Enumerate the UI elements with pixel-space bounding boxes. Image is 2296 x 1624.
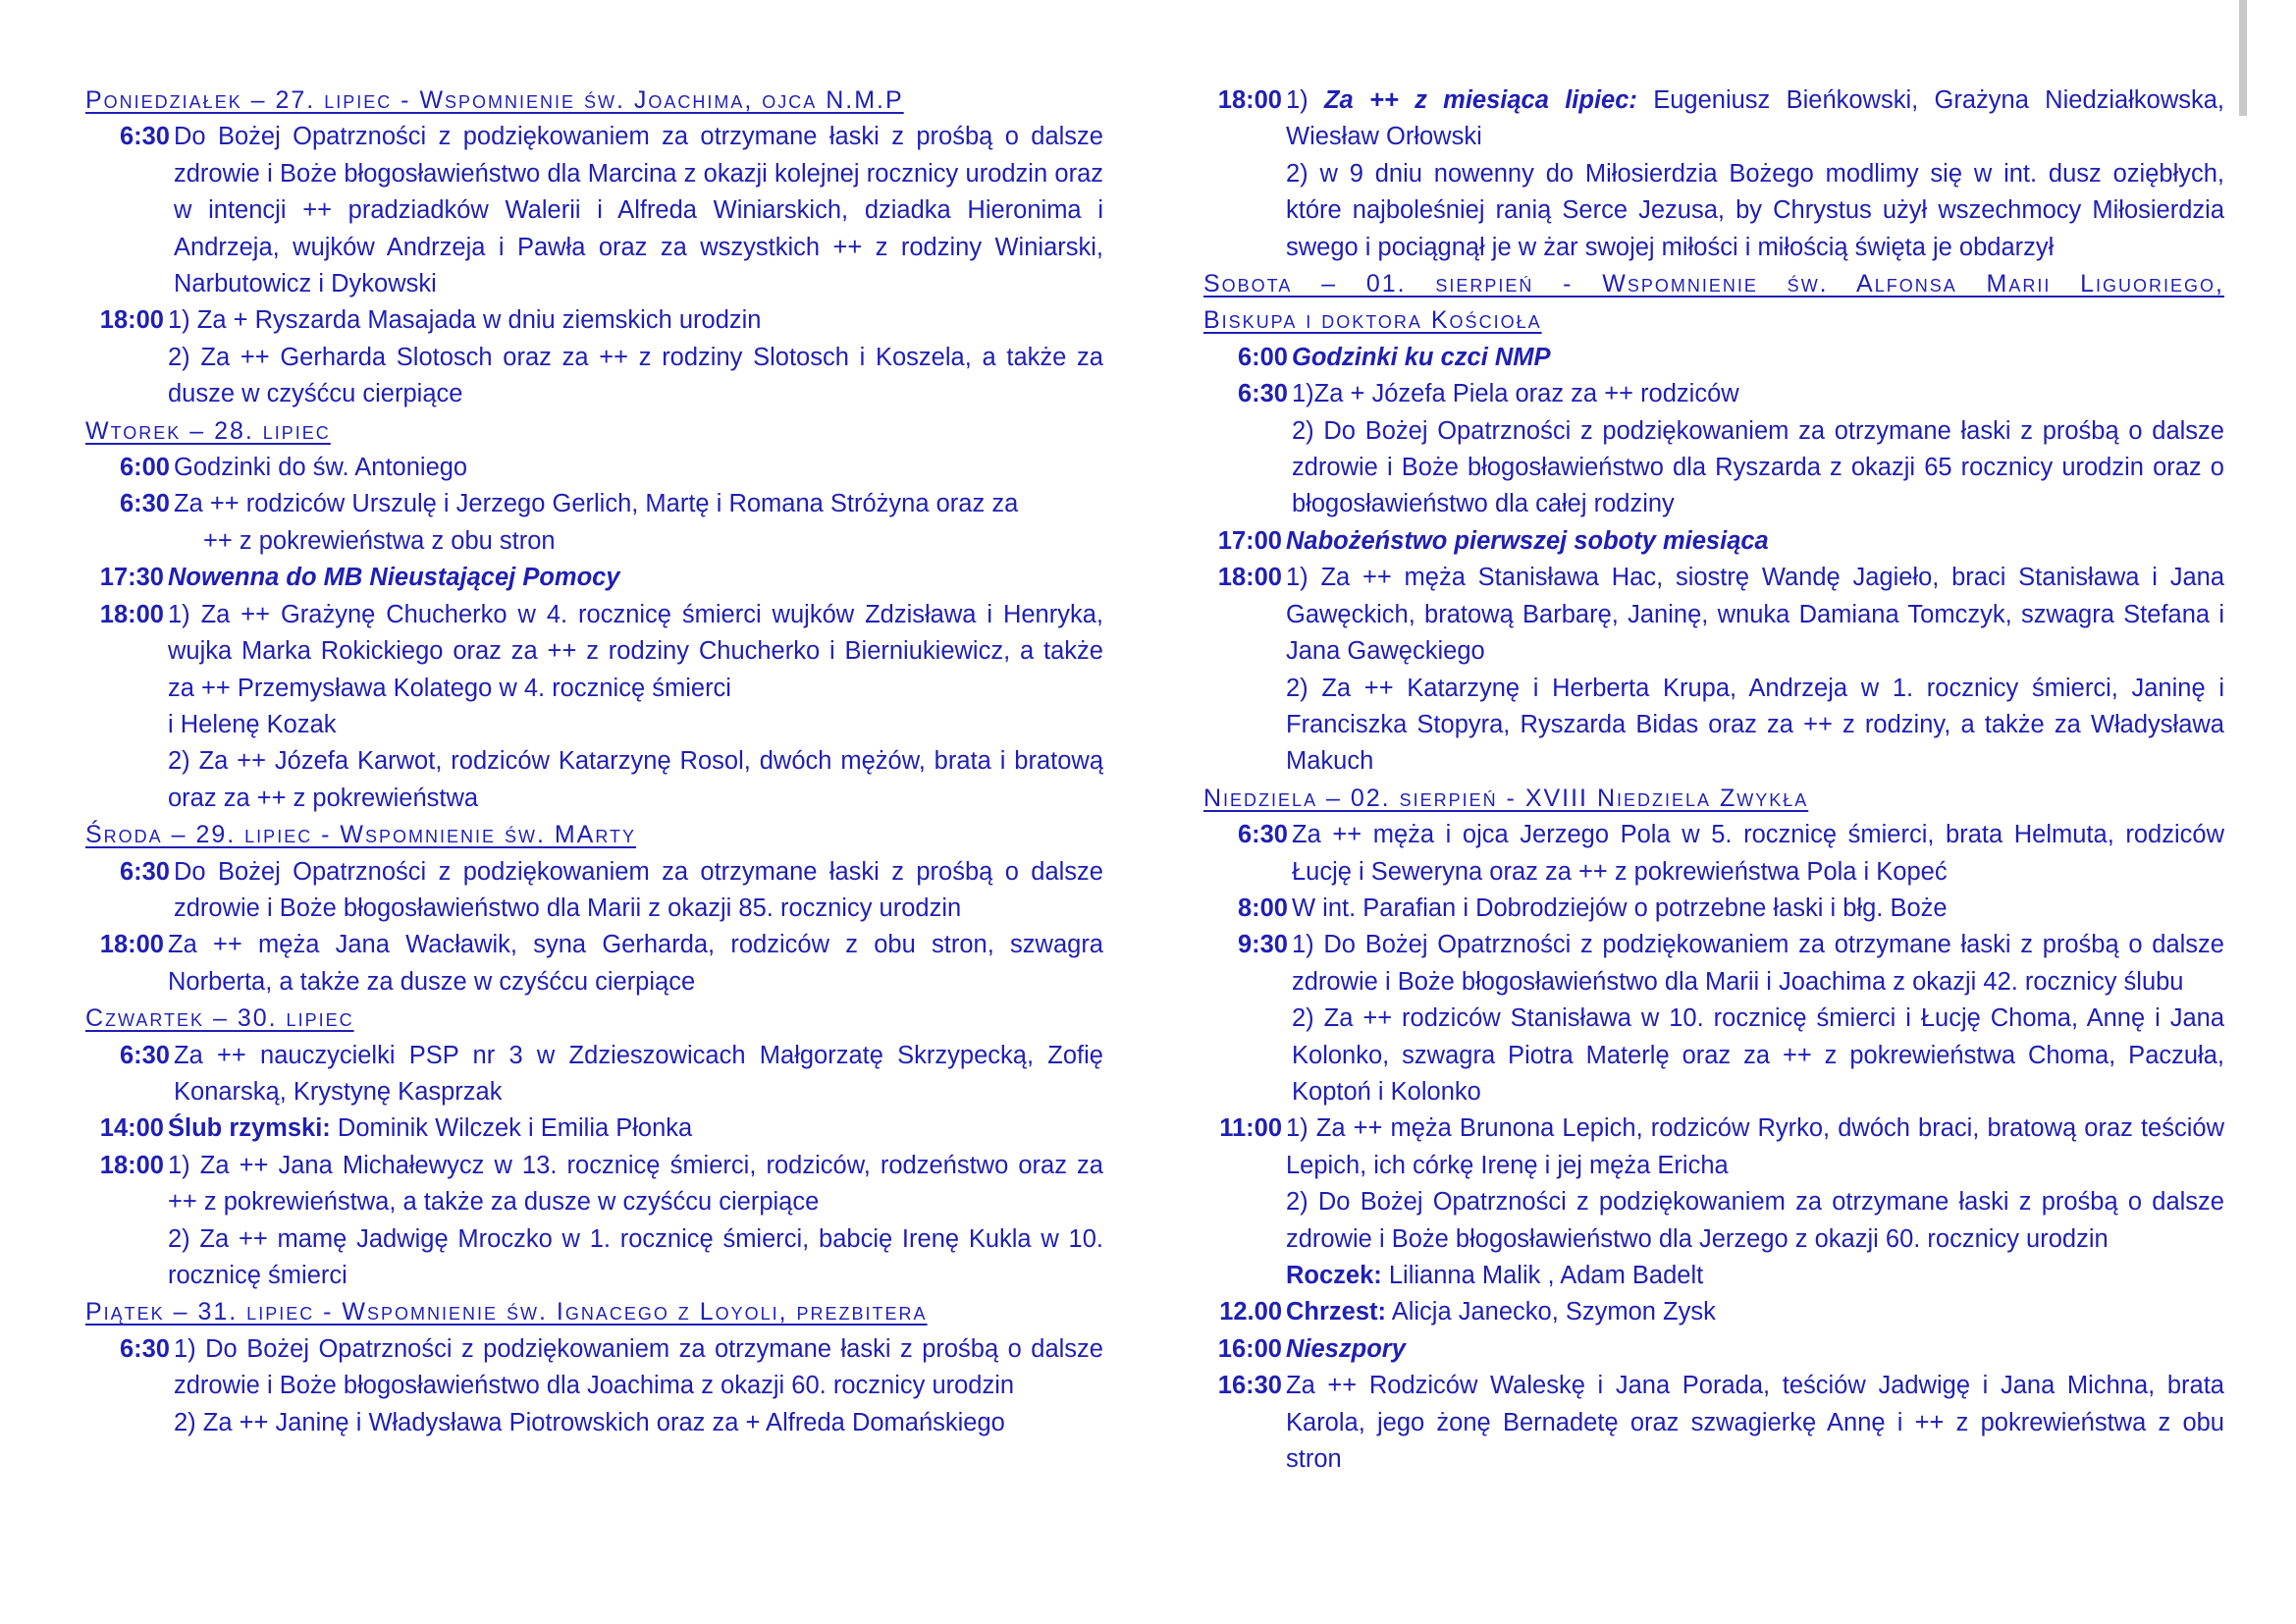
mass-entry xyxy=(1203,82,2224,266)
mass-time: 18:00 xyxy=(1217,564,1282,592)
mass-time: 18:00 xyxy=(1217,86,1282,114)
mass-intention: 1)Za + Józefa Piela oraz za ++ rodziców xyxy=(1292,380,1739,408)
mass-intention: 2) Za ++ rodziców Stanisława w 10. rocznicę śmierci i Łucję Choma, Annę i Jana Kolonko, szwagra Piotra Materlę oraz za ++ z pokrewieństwa Choma, Paczuła, Koptoń i Kolonko xyxy=(1292,1004,2224,1106)
service-name: Nieszpory xyxy=(1286,1334,1406,1363)
mass-entry xyxy=(1203,340,2224,376)
day-header-wednesday: Środa – 29. lipiec - Wspomnienie św. MArty xyxy=(85,821,637,849)
intention-names: Alicja Janecko, Szymon Zysk xyxy=(1386,1298,1716,1326)
day-header-monday: Poniedziałek – 27. lipiec - Wspomnienie św. Joachima, ojca N.M.P xyxy=(85,86,904,114)
mass-time: 6:30 xyxy=(119,1334,170,1363)
mass-intention: ++ z pokrewieństwa z obu stron xyxy=(203,526,556,555)
mass-intention: Za ++ męża Jana Wacławik, syna Gerharda, rodziców z obu stron, szwagra Norberta, a także za dusze w czyśćcu cierpiące xyxy=(168,931,1103,996)
mass-time: 18:00 xyxy=(99,600,164,628)
intention-names: Lilianna Malik , Adam Badelt xyxy=(1381,1262,1704,1289)
intention-number: 1) xyxy=(1286,86,1324,114)
day-header-friday: Piątek – 31. lipiec - Wspomnienie św. Ignacego z Loyoli, prezbitera xyxy=(85,1298,928,1326)
mass-entry xyxy=(85,1331,1103,1441)
mass-time: 6:30 xyxy=(119,1041,170,1069)
intention-names: Dominik Wilczek i Emilia Płonka xyxy=(330,1114,693,1143)
mass-entry xyxy=(85,302,1103,412)
day-header-saturday xyxy=(1203,266,2224,340)
mass-entry xyxy=(1203,817,2224,891)
mass-entry xyxy=(85,1148,1103,1295)
mass-intention: 2) Za ++ Katarzynę i Herberta Krupa, Andrzeja w 1. rocznicy śmierci, Janinę i Franciszka Stopyra, Ryszarda Bidas oraz za ++ z rodziny, a także za Władysława Makuch xyxy=(1286,674,2224,776)
mass-intention xyxy=(1286,82,2224,156)
mass-entry xyxy=(85,854,1103,928)
mass-intention: Za ++ nauczycielki PSP nr 3 w Zdzieszowicach Małgorzatę Skrzypecką, Zofię Konarską, Krystynę Kasprzak xyxy=(174,1041,1103,1106)
mass-intention: Do Bożej Opatrzności z podziękowaniem za otrzymane łaski z prośbą o dalsze zdrowie i Boże błogosławieństwo dla Marii z okazji 85. rocznicy urodzin xyxy=(174,857,1103,922)
mass-entry xyxy=(1203,523,2224,560)
mass-intention: Za ++ Rodziców Waleskę i Jana Porada, teściów Jadwigę i Jana Michna, brata Karola, jego żonę Bernadetę oraz szwagierkę Annę i ++ z pokrewieństwa z obu stron xyxy=(1286,1372,2224,1474)
service-name: Godzinki ku czci NMP xyxy=(1292,343,1551,371)
mass-time: 6:30 xyxy=(1237,380,1288,408)
mass-intention: 1) Za ++ męża Brunona Lepich, rodziców Ryrko, dwóch braci, bratową oraz teściów Lepich, ich córkę Irenę i jej męża Ericha xyxy=(1286,1114,2224,1179)
mass-entry xyxy=(85,119,1103,302)
mass-entry xyxy=(85,486,1103,560)
scrollbar[interactable] xyxy=(2239,0,2247,116)
mass-time: 18:00 xyxy=(99,931,164,959)
mass-time: 6:00 xyxy=(1237,343,1288,371)
mass-time: 6:30 xyxy=(119,490,170,518)
mass-entry xyxy=(1203,927,2224,1110)
mass-intention: 1) Za ++ Jana Michałewycz w 13. rocznicę śmierci, rodziców, rodzeństwo oraz za ++ z pokrewieństwa, a także za dusze w czyśćcu cierpiące xyxy=(168,1151,1103,1217)
service-name: Nabożeństwo pierwszej soboty miesiąca xyxy=(1286,526,1769,555)
mass-entry xyxy=(85,1038,1103,1111)
mass-entry xyxy=(1203,376,2224,523)
day-header-saturday-line1: Sobota – 01. sierpień - Wspomnienie św. Alfonsa Marii Liguoriego, xyxy=(1203,270,2224,298)
mass-intention: W int. Parafian i Dobrodziejów o potrzebne łaski i błg. Boże xyxy=(1292,893,1948,922)
mass-intention xyxy=(1286,1258,2224,1294)
mass-entry xyxy=(1203,560,2224,780)
left-column xyxy=(85,82,1103,1441)
mass-intention: Do Bożej Opatrzności z podziękowaniem za otrzymane łaski z prośbą o dalsze zdrowie i Boże błogosławieństwo dla Marcina z okazji kolejnej rocznicy urodzin oraz w intencji ++ pradziadków Walerii i Alfreda Winiarskich, dziadka Hieronima i Andrzeja, wujków Andrzeja i Pawła oraz za wszystkich ++ z rodziny Winiarski, Narbutowicz i Dykowski xyxy=(174,123,1103,298)
mass-time: 6:30 xyxy=(119,123,170,151)
mass-entry xyxy=(1203,891,2224,927)
mass-time: 14:00 xyxy=(99,1114,164,1143)
mass-entry xyxy=(85,597,1103,817)
day-header-saturday-line2: Biskupa i doktora Kościoła xyxy=(1203,306,1542,335)
mass-intention: i Helenę Kozak xyxy=(168,710,337,738)
mass-time: 6:30 xyxy=(119,857,170,886)
mass-entry xyxy=(85,1110,1103,1147)
mass-intention: Za ++ rodziców Urszulę i Jerzego Gerlich, Martę i Romana Stróżyna oraz za xyxy=(174,490,1019,518)
mass-time: 18:00 xyxy=(99,1151,164,1179)
mass-intention: 1) Za ++ męża Stanisława Hac, siostrę Wandę Jagieło, braci Stanisława i Jana Gawęckich, bratową Barbarę, Janinę, wnuka Damiana Tomczyk, szwagra Stefana i Jana Gawęckiego xyxy=(1286,564,2224,666)
mass-intention: 2) Za ++ Gerharda Slotosch oraz za ++ z rodziny Slotosch i Koszela, a także za dusze w czyśćcu cierpiące xyxy=(168,343,1103,408)
mass-intention: 2) Za ++ Janinę i Władysława Piotrowskich oraz za + Alfreda Domańskiego xyxy=(174,1408,1005,1436)
right-column xyxy=(1203,82,2224,1478)
mass-time: 11:00 xyxy=(1219,1114,1282,1143)
day-header-sunday: Niedziela – 02. sierpień - XVIII Niedziela Zwykła xyxy=(1203,784,1809,812)
mass-time: 6:30 xyxy=(1237,821,1288,849)
mass-time: 17:30 xyxy=(99,564,164,592)
intention-label: Roczek: xyxy=(1286,1262,1382,1289)
intention-names: Eugeniusz Bieńkowski, Grażyna Niedziałkowska, Wiesław Orłowski xyxy=(1286,86,2225,151)
mass-time: 12.00 xyxy=(1219,1298,1282,1326)
mass-intention: 2) Za ++ Józefa Karwot, rodziców Katarzynę Rosol, dwóch mężów, brata i bratową oraz za ++ z pokrewieństwa xyxy=(168,747,1103,812)
mass-intention: 1) Do Bożej Opatrzności z podziękowaniem za otrzymane łaski z prośbą o dalsze zdrowie i Boże błogosławieństwo dla Joachima z okazji 60. rocznicy urodzin xyxy=(174,1334,1103,1400)
day-header-thursday: Czwartek – 30. lipiec xyxy=(85,1004,354,1033)
mass-intention: Godzinki do św. Antoniego xyxy=(174,454,468,482)
mass-intention: Za ++ męża i ojca Jerzego Pola w 5. rocznicę śmierci, brata Helmuta, rodziców Łucję i Seweryna oraz za ++ z pokrewieństwa Pola i Kopeć xyxy=(1292,821,2224,886)
mass-intention: 2) Do Bożej Opatrzności z podziękowaniem za otrzymane łaski z prośbą o dalsze zdrowie i Boże błogosławieństwo dla Jerzego z okazji 60. rocznicy urodzin xyxy=(1286,1188,2224,1253)
mass-time: 6:00 xyxy=(119,454,170,482)
mass-time: 9:30 xyxy=(1237,931,1288,959)
day-header-tuesday: Wtorek – 28. lipiec xyxy=(85,416,331,445)
intention-label: Ślub rzymski: xyxy=(168,1114,331,1143)
mass-intention xyxy=(168,1110,1103,1147)
mass-entry xyxy=(1203,1110,2224,1294)
service-name: Nowenna do MB Nieustającej Pomocy xyxy=(168,564,620,592)
mass-entry xyxy=(1203,1331,2224,1368)
mass-intention: 2) Do Bożej Opatrzności z podziękowaniem za otrzymane łaski z prośbą o dalsze zdrowie i Boże błogosławieństwo dla Ryszarda z okazji 65 rocznicy urodzin oraz o błogosławieństwo dla całej rodziny xyxy=(1292,416,2224,518)
mass-intention: 2) w 9 dniu nowenny do Miłosierdzia Bożego modlimy się w int. dusz oziębłych, które najboleśniej ranią Serce Jezusa, by Chrystus użył wszechmocy Miłosierdzia swego i pociągnął je w żar swojej miłości i miłością święta je obdarzył xyxy=(1286,159,2224,261)
mass-intention: 1) Za ++ Grażynę Chucherko w 4. rocznicę śmierci wujków Zdzisława i Henryka, wujka Marka Rokickiego oraz za ++ z rodziny Chucherko i Bierniukiewicz, a także za ++ Przemysława Kolatego w 4. rocznicę śmierci xyxy=(168,600,1103,702)
mass-intention: 1) Do Bożej Opatrzności z podziękowaniem za otrzymane łaski z prośbą o dalsze zdrowie i Boże błogosławieństwo dla Marii i Joachima z okazji 42. rocznicy ślubu xyxy=(1292,931,2224,996)
mass-intention xyxy=(1286,1294,2224,1330)
mass-time: 8:00 xyxy=(1237,893,1288,922)
mass-intention: 1) Za + Ryszarda Masajada w dniu ziemskich urodzin xyxy=(168,306,762,335)
intention-label: Chrzest: xyxy=(1286,1298,1387,1326)
mass-entry xyxy=(85,560,1103,596)
mass-time: 17:00 xyxy=(1217,526,1282,555)
mass-intention: 2) Za ++ mamę Jadwigę Mroczko w 1. rocznicę śmierci, babcię Irenę Kukla w 10. rocznicę śmierci xyxy=(168,1224,1103,1289)
mass-time: 16:30 xyxy=(1217,1372,1282,1400)
mass-time: 18:00 xyxy=(99,306,164,335)
mass-entry xyxy=(85,450,1103,486)
mass-entry xyxy=(85,927,1103,1001)
intention-label: Za ++ z miesiąca lipiec: xyxy=(1323,86,1637,114)
mass-time: 16:00 xyxy=(1217,1334,1282,1363)
mass-entry xyxy=(1203,1294,2224,1330)
mass-entry xyxy=(1203,1368,2224,1478)
